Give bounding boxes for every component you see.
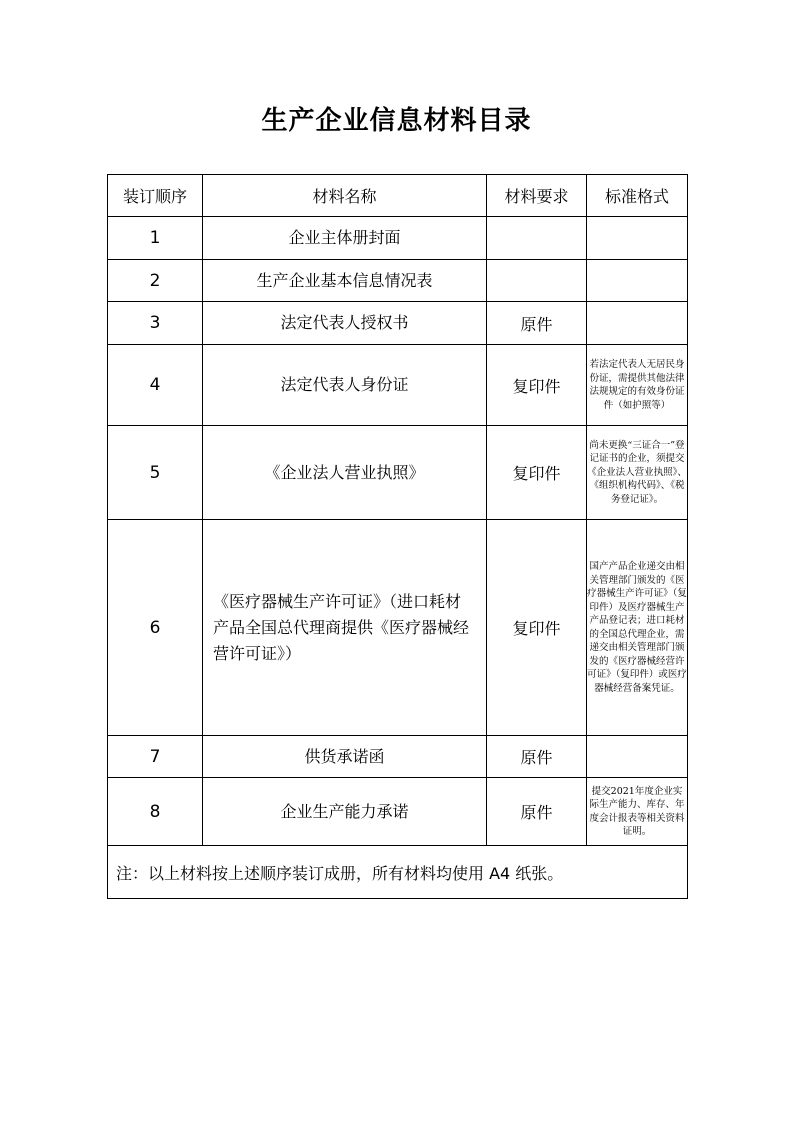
- row-name: 企业生产能力承诺: [203, 778, 487, 846]
- table-row: [108, 260, 688, 302]
- row-seq: 7: [108, 736, 203, 778]
- table-row: [108, 778, 688, 846]
- row-req: 复印件: [487, 426, 587, 520]
- row-req: 原件: [487, 736, 587, 778]
- row-name: 《医疗器械生产许可证》（进口耗材产品全国总代理商提供《医疗器械经营许可证》）: [213, 591, 470, 663]
- row-fmt: 尚未更换“三证合一”登记证书的企业，须提交《企业法人营业执照》、《组织机构代码》、《税务登记证》。: [587, 426, 688, 520]
- header-fmt: 标准格式: [587, 175, 688, 217]
- row-fmt: [587, 260, 688, 302]
- note-row: [108, 846, 688, 899]
- row-name: 《企业法人营业执照》: [203, 426, 487, 520]
- row-seq: 5: [108, 426, 203, 520]
- row-name: 供货承诺函: [203, 736, 487, 778]
- table-row: [108, 426, 688, 520]
- row-seq: 1: [108, 217, 203, 260]
- row-seq: 4: [108, 345, 203, 426]
- row-name: 法定代表人授权书: [203, 302, 487, 345]
- table-row: [108, 302, 688, 345]
- row-req: 原件: [487, 778, 587, 846]
- row-fmt: 提交2021年度企业实际生产能力、库存、年度会计报表等相关资料证明。: [587, 778, 688, 846]
- row-seq: 2: [108, 260, 203, 302]
- table-row: [108, 520, 688, 736]
- table-note: 注：以上材料按上述顺序装订成册，所有材料均使用 A4 纸张。: [108, 846, 688, 899]
- row-name: 法定代表人身份证: [203, 345, 487, 426]
- row-req: 复印件: [487, 520, 587, 736]
- row-name: 生产企业基本信息情况表: [203, 260, 487, 302]
- header-req: 材料要求: [487, 175, 587, 217]
- row-fmt: 国产产品企业递交由相关管理部门颁发的《医疗器械生产许可证》（复印件）及医疗器械生产产品登记表；进口耗材的全国总代理企业，需递交由相关管理部门颁发的《医疗器械经营许可证》（复印件）或医疗器械经营备案凭证。: [587, 520, 688, 736]
- row-seq: 6: [108, 520, 203, 736]
- materials-table: [107, 174, 688, 899]
- row-req: 复印件: [487, 345, 587, 426]
- row-name-cell: [203, 520, 487, 736]
- table-row: [108, 736, 688, 778]
- page-title: 生产企业信息材料目录: [261, 106, 532, 136]
- row-fmt: 若法定代表人无居民身份证，需提供其他法律法规规定的有效身份证件（如护照等）: [587, 345, 688, 426]
- row-req: [487, 217, 587, 260]
- row-seq: 8: [108, 778, 203, 846]
- table-header-row: [108, 175, 688, 217]
- row-req: [487, 260, 587, 302]
- row-name: 企业主体册封面: [203, 217, 487, 260]
- header-seq: 装订顺序: [108, 175, 203, 217]
- table-row: [108, 345, 688, 426]
- row-fmt: [587, 302, 688, 345]
- header-name: 材料名称: [203, 175, 487, 217]
- row-seq: 3: [108, 302, 203, 345]
- row-fmt: [587, 736, 688, 778]
- table-row: [108, 217, 688, 260]
- row-fmt: [587, 217, 688, 260]
- row-req: 原件: [487, 302, 587, 345]
